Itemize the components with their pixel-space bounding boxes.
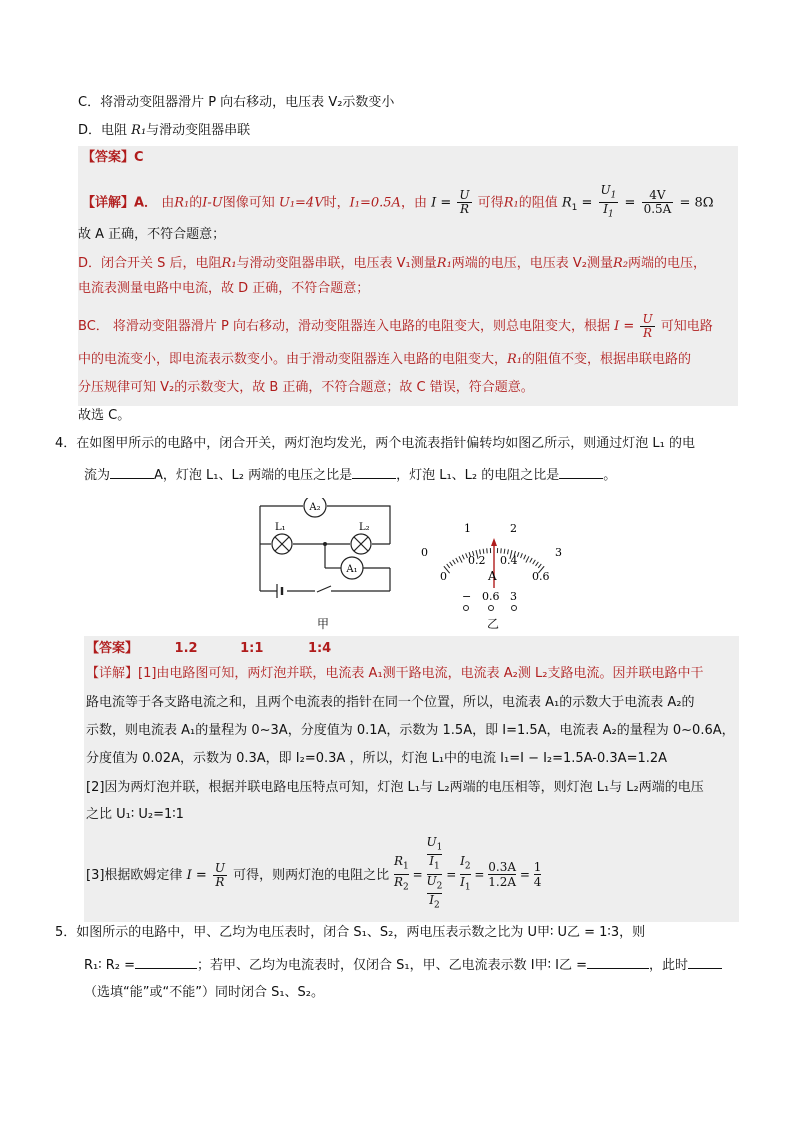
q5-line3: （选填“能”或“不能”）同时闭合 S₁、S₂。: [84, 985, 324, 1000]
svg-text:A: A: [488, 569, 497, 583]
option-d-suffix: 与滑动变阻器串联: [146, 123, 251, 138]
q3-bc-line1: BC． 将滑动变阻器滑片 P 向右移动，滑动变阻器连入电路的电阻变大，则总电阻变大，根据 I = $\frac{U}{R}$ 可知电路: [78, 312, 713, 340]
q3-bc-line2: 中的电流变小，即电流表示数变小。由于滑动变阻器连入电路的电阻变大，R₁的阻值不变，根据串联电路的: [78, 352, 692, 367]
q4-d1-line4: 分度值为 0.02A，示数为 0.3A，即 I₂=0.3A ，所以，灯泡 L₁中的电流 I₁=I − I₂=1.5A-0.3A=1.2A: [86, 751, 668, 766]
detail-a-tag: 【详解】A．: [82, 195, 158, 211]
resistance-ratio-formula: $\frac{R_1}{R_2}$ = $\frac{\frac{U_1}{I_1}}{\frac{U_2}{I_2}}$ = $\frac{I_2}{I_1}$ = $\frac{0.3A}{1.2A}$ = $\frac{1}{4}$: [394, 835, 542, 911]
r1-symbol: R₁: [131, 123, 147, 138]
svg-text:0: 0: [440, 570, 447, 583]
r1-result: = 8Ω: [679, 195, 714, 211]
detail-a-text3: 图像可知: [222, 195, 275, 211]
q4-d1-line1: 【详解】[1]由电路图可知，两灯泡并联，电流表 A₁测干路电流，电流表 A₂测 L₂支路电流。因并联电路中干: [86, 666, 704, 681]
circuit-diagram: [255, 498, 405, 608]
4v-over-05a: $\frac{4V}{0.5A}$: [643, 188, 672, 217]
answer-tag: 【答案】: [86, 641, 139, 656]
i1-value: I₁=0.5A: [349, 195, 401, 211]
dial-tick: [517, 552, 519, 557]
ammeter-dial: [418, 516, 578, 614]
detail-a-text7: 的阻值: [518, 195, 558, 211]
q5-line1: 5．如图所示的电路中，甲、乙均为电压表时，闭合 S₁、S₂，两电压表示数之比为 U甲∶ U乙 = 1∶3，则: [55, 925, 646, 940]
dial-tick: [456, 558, 458, 562]
q4-d2-line1: [2]因为两灯泡并联，根据并联电路电压特点可知，灯泡 L₁与 L₂两端的电压相等，则灯泡 L₁与 L₂两端的电压: [86, 780, 704, 795]
dial-tick: [483, 549, 484, 554]
answer-1: 1.2: [174, 641, 198, 656]
detail-a-text4: 时，: [323, 195, 350, 211]
q3-choose: 故选 C。: [78, 408, 131, 423]
r1-symbol: R₁: [503, 195, 519, 211]
fig-jia-label: 甲: [317, 617, 330, 631]
q4-d1-line3: 示数，则电流表 A₁的量程为 0~3A，分度值为 0.1A，示数为 1.5A，即 I=1.5A，电流表 A₂的量程为 0~0.6A，: [86, 723, 735, 738]
detail-a-text1: 由: [161, 195, 175, 211]
option-d: [78, 121, 250, 141]
dial-tick: [504, 549, 505, 554]
q4-d2-line2: 之比 U₁∶ U₂=1∶1: [86, 807, 184, 822]
svg-text:0.2: 0.2: [468, 554, 486, 567]
fig-yi-label: 乙: [487, 617, 500, 631]
dial-tick: [524, 555, 526, 560]
dial-tick: [453, 560, 456, 564]
q3-d-line2: 电流表测量电路中电流，故 D 正确，不符合题意；: [78, 281, 370, 296]
ohm-fraction: $\frac{U}{R}$: [459, 188, 470, 217]
q4-d3: [3]根据欧姆定律 I = $\frac{U}{R}$ 可得，则两灯泡的电阻之比: [86, 861, 390, 889]
dial-tick: [533, 560, 536, 564]
svg-text:A₂: A₂: [309, 502, 321, 513]
dial-tick: [521, 553, 523, 558]
dial-tick: [450, 562, 453, 566]
svg-text:2: 2: [510, 522, 517, 535]
svg-text:0.4: 0.4: [500, 554, 518, 567]
svg-text:3: 3: [510, 590, 517, 603]
answer-2: 1:1: [240, 641, 264, 656]
detail-a-text6: 可得: [477, 195, 504, 211]
svg-text:3: 3: [555, 546, 562, 559]
svg-text:−: −: [462, 590, 472, 603]
iu-symbol: I-U: [202, 195, 223, 211]
dial-tick: [536, 562, 539, 566]
svg-text:0.6: 0.6: [482, 590, 500, 603]
q3-d-line1: D．闭合开关 S 后，电阻R₁与滑动变阻器串联，电压表 V₁测量R₁两端的电压，电压表 V₂测量R₂两端的电压，: [78, 256, 707, 271]
svg-text:L₂: L₂: [359, 522, 370, 533]
q4-line2: 流为 A，灯泡 L₁、L₂ 两端的电压之比是 ，灯泡 L₁、L₂ 的电阻之比是 。: [84, 464, 616, 486]
option-c: C．将滑动变阻器滑片 P 向右移动，电压表 V₂示数变小: [78, 95, 395, 110]
u1-value: U₁=4V: [278, 195, 324, 211]
svg-text:L₁: L₁: [275, 522, 286, 533]
svg-text:0.6: 0.6: [532, 570, 550, 583]
dial-tick: [530, 558, 532, 562]
answer-3: 1:4: [307, 641, 332, 656]
q3-detail-a: 【详解】A． 由R₁的I-U图像可知 U₁=4V时，I₁=0.5A，由 I = $\frac{U}{R}$ 可得R₁的阻值 $R_1$ = $\frac{U_1}{I_1}$ = $\frac{4V}{0.5A}$ = 8Ω: [82, 183, 714, 220]
q3-bc-line3: 分压规律可知 V₂的示数变大，故 B 正确，不符合题意；故 C 错误，符合题意。: [78, 380, 534, 395]
dial-tick: [459, 556, 462, 562]
detail-a-text5: ，由: [400, 195, 427, 211]
q3-answer-label: 【答案】C: [82, 150, 144, 165]
r1-symbol: R₁: [174, 195, 190, 211]
q4-answer-label: [86, 639, 331, 659]
q3-a-end: 故 A 正确，不符合题意；: [78, 227, 226, 242]
dial-tick: [538, 564, 541, 568]
ohm-fraction-bc: $\frac{U}{R}$: [642, 312, 653, 340]
dial-tick: [462, 555, 464, 560]
q5-line2: R₁∶ R₂ = ；若甲、乙均为电流表时，仅闭合 S₁，甲、乙电流表示数 I甲∶ I乙 = ，此时: [84, 954, 722, 976]
dial-tick: [447, 564, 450, 568]
option-d-prefix: D．电阻: [78, 123, 132, 138]
dial-tick: [526, 556, 529, 562]
svg-text:1: 1: [464, 522, 471, 535]
svg-text:A₁: A₁: [346, 564, 358, 575]
q4-d1-line2: 路电流等于各支路电流之和，且两个电流表的指针在同一个位置，所以，电流表 A₁的示数大于电流表 A₂的: [86, 695, 695, 710]
u1-over-i1: $\frac{U_1}{I_1}$: [600, 183, 617, 220]
q4-line1: 4．在如图甲所示的电路中，闭合开关，两灯泡均发光，两个电流表指针偏转均如图乙所示，则通过灯泡 L₁ 的电: [55, 436, 695, 451]
svg-text:0: 0: [421, 546, 428, 559]
detail-a-text2: 的: [189, 195, 203, 211]
